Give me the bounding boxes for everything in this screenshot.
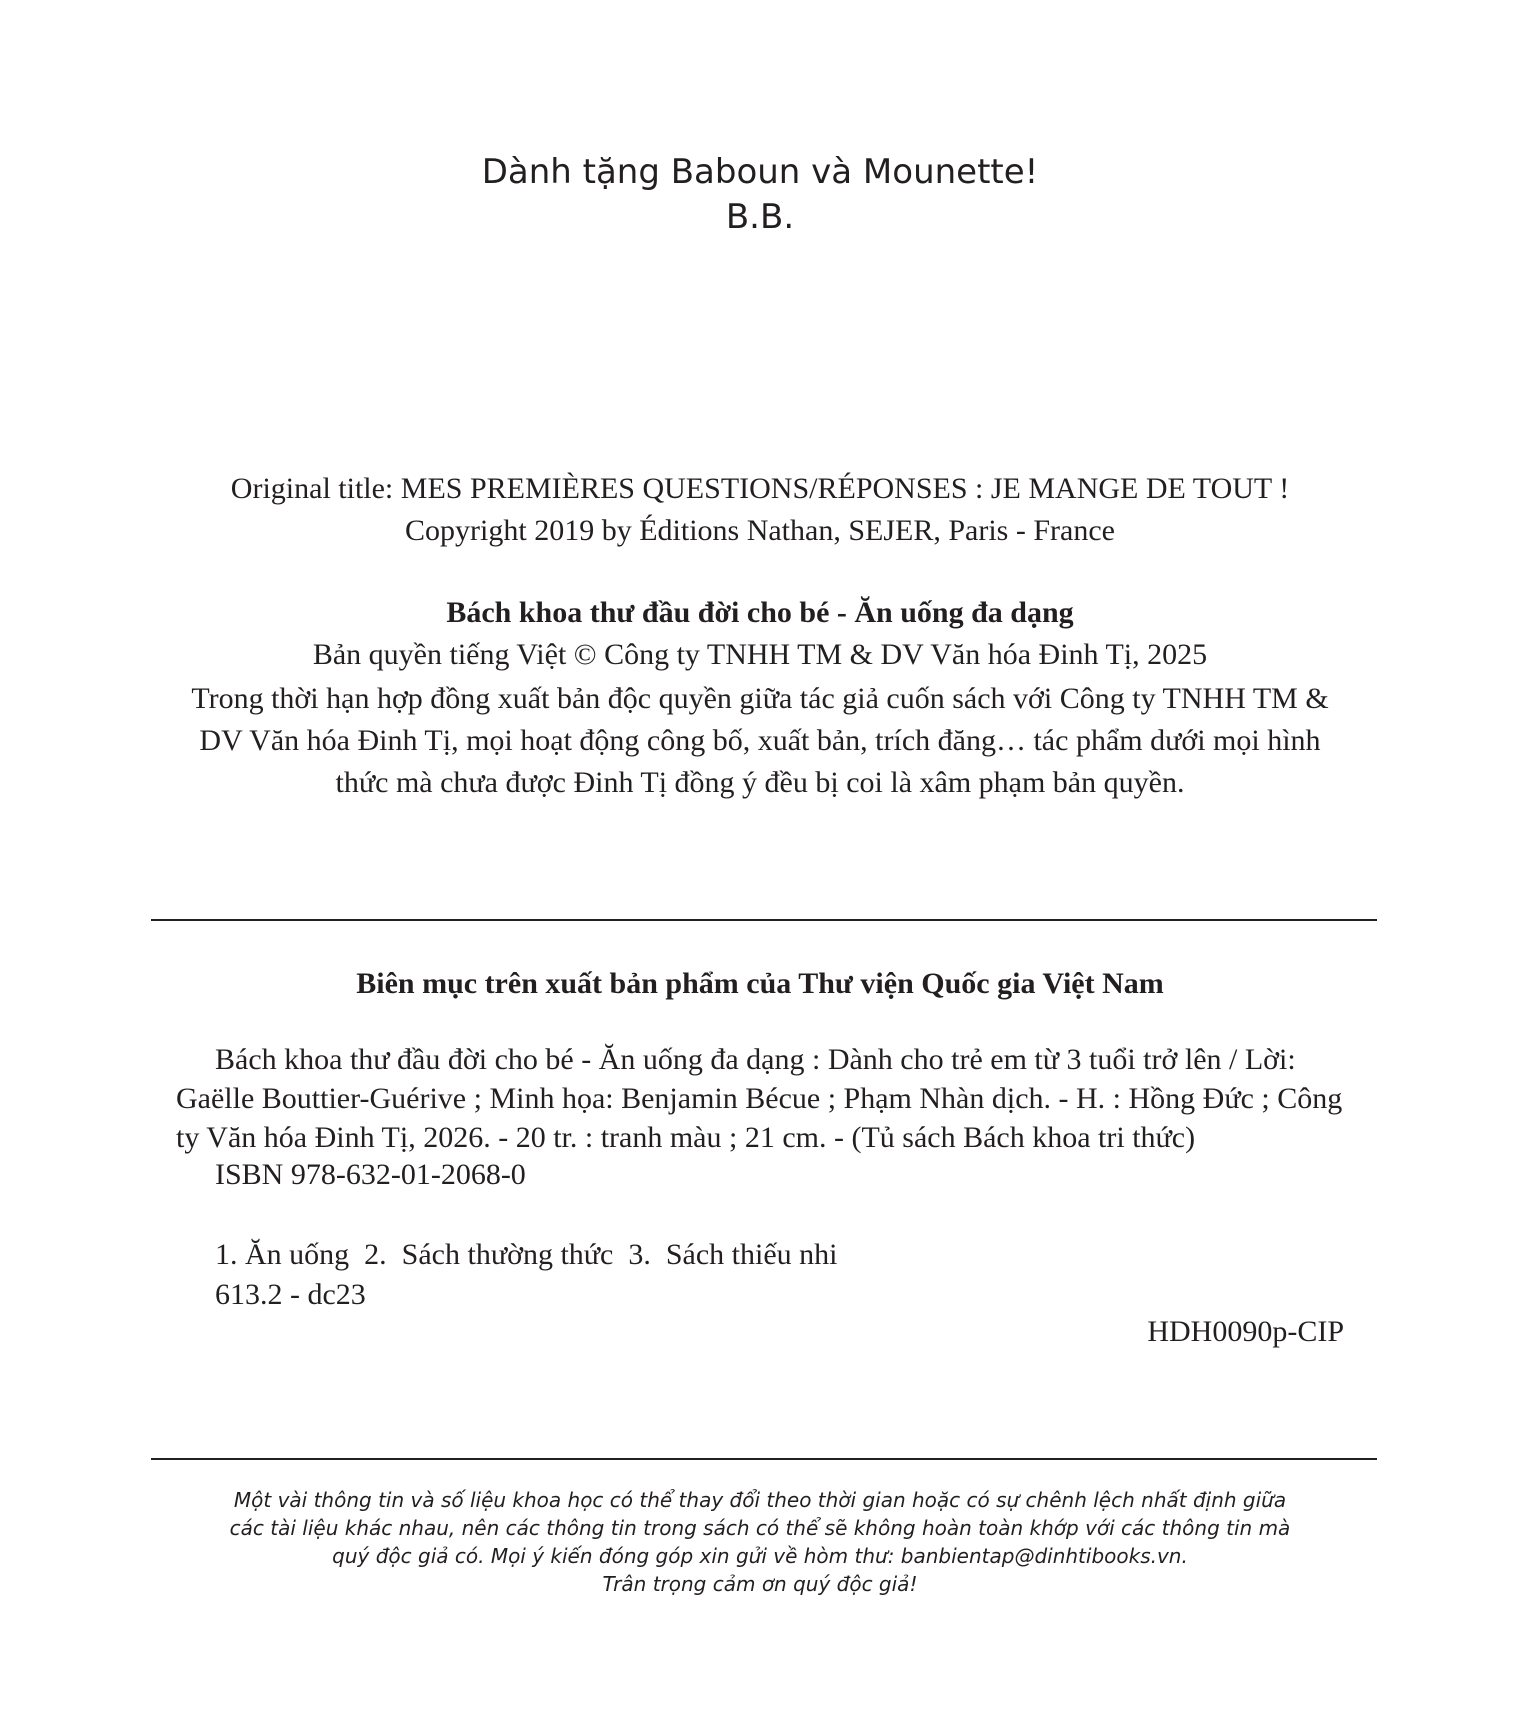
cip-entry <box>176 1040 1346 1157</box>
vietnamese-title: Bách khoa thư đầu đời cho bé - Ăn uống đa dạng <box>446 596 1074 629</box>
cip-isbn: ISBN 978-632-01-2068-0 <box>215 1158 526 1191</box>
disclaimer-line: Một vài thông tin và số liệu khoa học có thể thay đổi theo thời gian hoặc có sự chênh lệch nhất định giữa <box>233 1488 1287 1512</box>
divider-bottom <box>151 1458 1377 1460</box>
disclaimer-line: quý độc giả có. Mọi ý kiến đóng góp xin gửi về hòm thư: banbientap@dinhtibooks.vn. <box>332 1544 1188 1568</box>
disclaimer-line: các tài liệu khác nhau, nên các thông tin trong sách có thể sẽ không hoàn toàn khớp với các thông tin mà <box>229 1516 1291 1540</box>
dedication-initials: B.B. <box>725 197 795 237</box>
cip-heading: Biên mục trên xuất bản phẩm của Thư viện Quốc gia Việt Nam <box>356 967 1164 1000</box>
vietnamese-rights: Bản quyền tiếng Việt © Công ty TNHH TM & DV Văn hóa Đinh Tị, 2025 <box>312 638 1208 671</box>
cip-entry-text: Bách khoa thư đầu đời cho bé - Ăn uống đa dạng : Dành cho trẻ em từ 3 tuổi trở lên / Lời: Gaëlle Bouttier-Guérive ; Minh họa: Benjamin Bécue ; Phạm Nhàn dịch. - H. : Hồng Đức ; Công ty Văn hóa Đinh Tị, 2026. - 20 tr. : tranh màu ; 21 cm. - (Tủ sách Bách khoa tri thức) <box>176 1043 1343 1154</box>
disclaimer-note <box>200 1486 1320 1598</box>
original-title: Original title: MES PREMIÈRES QUESTIONS/RÉPONSES : JE MANGE DE TOUT ! <box>230 472 1290 505</box>
cip-subjects: 1. Ăn uống 2. Sách thường thức 3. Sách thiếu nhi <box>215 1238 838 1271</box>
dedication-text: Dành tặng Baboun và Mounette! <box>481 152 1039 192</box>
cip-record-code: HDH0090p-CIP <box>1147 1315 1344 1348</box>
disclaimer-line: Trân trọng cảm ơn quý độc giả! <box>602 1572 918 1596</box>
original-copyright: Copyright 2019 by Éditions Nathan, SEJER, Paris - France <box>405 514 1115 547</box>
cip-classification: 613.2 - dc23 <box>215 1278 366 1311</box>
copyright-notice: Trong thời hạn hợp đồng xuất bản độc quyền giữa tác giả cuốn sách với Công ty TNHH TM & DV Văn hóa Đinh Tị, mọi hoạt động công bố, xuất bản, trích đăng… tác phẩm dưới mọi hình thức mà chưa được Đinh Tị đồng ý đều bị coi là xâm phạm bản quyền. <box>191 682 1329 799</box>
divider-top <box>151 919 1377 921</box>
